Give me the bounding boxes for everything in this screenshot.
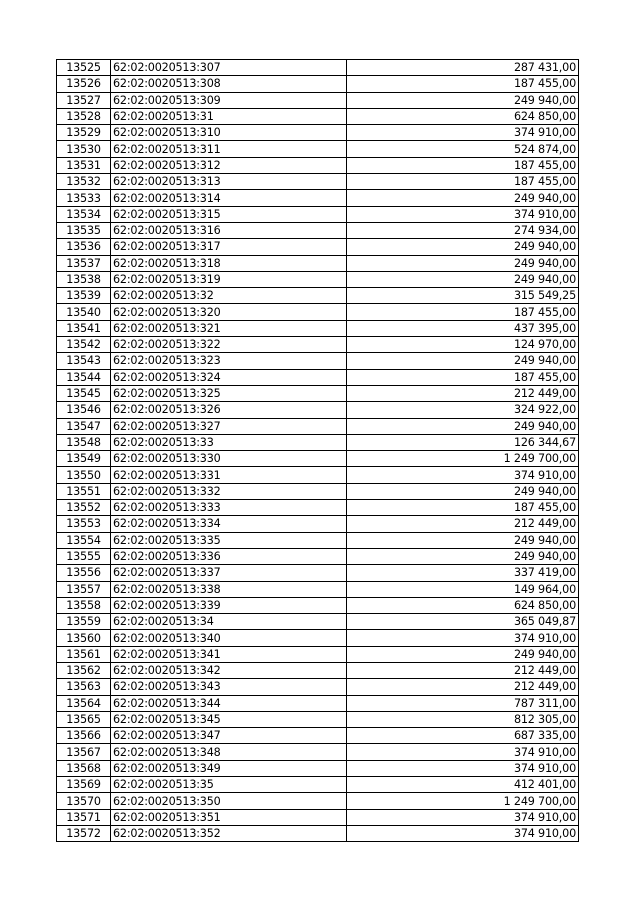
table-row: [57, 76, 579, 92]
cadastral-number-cell: 62:02:0020513:35: [111, 777, 347, 793]
row-number-cell: 13571: [57, 809, 111, 825]
cadastral-value-cell: 374 910,00: [347, 760, 579, 776]
cadastral-value-cell: 212 449,00: [347, 679, 579, 695]
cadastral-number-cell: 62:02:0020513:344: [111, 695, 347, 711]
cadastral-number-cell: 62:02:0020513:350: [111, 793, 347, 809]
table-row: [57, 255, 579, 271]
cadastral-value-cell: 126 344,67: [347, 434, 579, 450]
cadastral-number-cell: 62:02:0020513:343: [111, 679, 347, 695]
table-row: [57, 141, 579, 157]
row-number-cell: 13536: [57, 239, 111, 255]
table-row: [57, 369, 579, 385]
cadastral-value-cell: 212 449,00: [347, 385, 579, 401]
cadastral-number-cell: 62:02:0020513:319: [111, 271, 347, 287]
cadastral-number-cell: 62:02:0020513:345: [111, 711, 347, 727]
table-row: [57, 777, 579, 793]
table-row: [57, 125, 579, 141]
cadastral-value-cell: 187 455,00: [347, 76, 579, 92]
table-row: [57, 108, 579, 124]
cadastral-number-cell: 62:02:0020513:32: [111, 288, 347, 304]
cadastral-number-cell: 62:02:0020513:340: [111, 630, 347, 646]
cadastral-value-cell: 249 940,00: [347, 646, 579, 662]
cadastral-value-cell: 1 249 700,00: [347, 793, 579, 809]
cadastral-value-cell: 212 449,00: [347, 662, 579, 678]
table-row: [57, 288, 579, 304]
cadastral-value-cell: 624 850,00: [347, 597, 579, 613]
row-number-cell: 13531: [57, 157, 111, 173]
row-number-cell: 13546: [57, 402, 111, 418]
cadastral-value-cell: 187 455,00: [347, 369, 579, 385]
row-number-cell: 13550: [57, 467, 111, 483]
table-body: [57, 60, 579, 842]
cadastral-value-cell: 249 940,00: [347, 271, 579, 287]
cadastral-number-cell: 62:02:0020513:317: [111, 239, 347, 255]
cadastral-value-cell: 374 910,00: [347, 809, 579, 825]
cadastral-number-cell: 62:02:0020513:311: [111, 141, 347, 157]
cadastral-number-cell: 62:02:0020513:324: [111, 369, 347, 385]
cadastral-number-cell: 62:02:0020513:325: [111, 385, 347, 401]
table-row: [57, 646, 579, 662]
table-row: [57, 320, 579, 336]
table-row: [57, 190, 579, 206]
table-row: [57, 239, 579, 255]
table-row: [57, 206, 579, 222]
row-number-cell: 13538: [57, 271, 111, 287]
table-row: [57, 483, 579, 499]
row-number-cell: 13553: [57, 516, 111, 532]
cadastral-number-cell: 62:02:0020513:335: [111, 532, 347, 548]
row-number-cell: 13530: [57, 141, 111, 157]
cadastral-value-cell: 315 549,25: [347, 288, 579, 304]
table-row: [57, 744, 579, 760]
table-row: [57, 614, 579, 630]
cadastral-number-cell: 62:02:0020513:34: [111, 614, 347, 630]
cadastral-number-cell: 62:02:0020513:312: [111, 157, 347, 173]
table-row: [57, 92, 579, 108]
row-number-cell: 13541: [57, 320, 111, 336]
row-number-cell: 13529: [57, 125, 111, 141]
cadastral-value-cell: 412 401,00: [347, 777, 579, 793]
cadastral-number-cell: 62:02:0020513:338: [111, 581, 347, 597]
cadastral-value-cell: 787 311,00: [347, 695, 579, 711]
table-row: [57, 353, 579, 369]
cadastral-number-cell: 62:02:0020513:315: [111, 206, 347, 222]
row-number-cell: 13537: [57, 255, 111, 271]
table-row: [57, 434, 579, 450]
row-number-cell: 13551: [57, 483, 111, 499]
table-row: [57, 679, 579, 695]
row-number-cell: 13570: [57, 793, 111, 809]
cadastral-value-cell: 687 335,00: [347, 728, 579, 744]
cadastral-value-cell: 249 940,00: [347, 418, 579, 434]
row-number-cell: 13532: [57, 174, 111, 190]
row-number-cell: 13560: [57, 630, 111, 646]
row-number-cell: 13556: [57, 565, 111, 581]
cadastral-number-cell: 62:02:0020513:33: [111, 434, 347, 450]
table-row: [57, 451, 579, 467]
table-row: [57, 548, 579, 564]
table-row: [57, 565, 579, 581]
row-number-cell: 13554: [57, 532, 111, 548]
cadastral-value-cell: 249 940,00: [347, 548, 579, 564]
table-row: [57, 337, 579, 353]
table-row: [57, 695, 579, 711]
cadastral-value-cell: 1 249 700,00: [347, 451, 579, 467]
row-number-cell: 13544: [57, 369, 111, 385]
cadastral-number-cell: 62:02:0020513:341: [111, 646, 347, 662]
row-number-cell: 13566: [57, 728, 111, 744]
table-row: [57, 532, 579, 548]
table-row: [57, 630, 579, 646]
row-number-cell: 13559: [57, 614, 111, 630]
table-row: [57, 728, 579, 744]
cadastral-value-cell: 437 395,00: [347, 320, 579, 336]
row-number-cell: 13539: [57, 288, 111, 304]
table-row: [57, 157, 579, 173]
cadastral-value-cell: 249 940,00: [347, 353, 579, 369]
cadastral-number-cell: 62:02:0020513:342: [111, 662, 347, 678]
table-row: [57, 581, 579, 597]
cadastral-number-cell: 62:02:0020513:309: [111, 92, 347, 108]
cadastral-value-cell: 124 970,00: [347, 337, 579, 353]
cadastral-value-cell: 212 449,00: [347, 516, 579, 532]
cadastral-number-cell: 62:02:0020513:308: [111, 76, 347, 92]
table-row: [57, 500, 579, 516]
cadastral-value-cell: 374 910,00: [347, 206, 579, 222]
row-number-cell: 13533: [57, 190, 111, 206]
cadastral-number-cell: 62:02:0020513:307: [111, 60, 347, 76]
table-row: [57, 825, 579, 841]
cadastral-number-cell: 62:02:0020513:347: [111, 728, 347, 744]
cadastral-number-cell: 62:02:0020513:352: [111, 825, 347, 841]
row-number-cell: 13525: [57, 60, 111, 76]
cadastral-number-cell: 62:02:0020513:321: [111, 320, 347, 336]
table-row: [57, 222, 579, 238]
cadastral-number-cell: 62:02:0020513:330: [111, 451, 347, 467]
cadastral-value-cell: 374 910,00: [347, 467, 579, 483]
row-number-cell: 13547: [57, 418, 111, 434]
table-row: [57, 760, 579, 776]
table-row: [57, 662, 579, 678]
cadastral-value-cell: 274 934,00: [347, 222, 579, 238]
cadastral-value-cell: 374 910,00: [347, 744, 579, 760]
cadastral-number-cell: 62:02:0020513:331: [111, 467, 347, 483]
cadastral-value-cell: 149 964,00: [347, 581, 579, 597]
cadastral-value-cell: 187 455,00: [347, 157, 579, 173]
cadastral-value-cell: 187 455,00: [347, 500, 579, 516]
cadastral-number-cell: 62:02:0020513:316: [111, 222, 347, 238]
cadastral-value-cell: 624 850,00: [347, 108, 579, 124]
cadastral-value-cell: 249 940,00: [347, 190, 579, 206]
cadastral-number-cell: 62:02:0020513:337: [111, 565, 347, 581]
table-row: [57, 60, 579, 76]
row-number-cell: 13542: [57, 337, 111, 353]
row-number-cell: 13572: [57, 825, 111, 841]
cadastral-number-cell: 62:02:0020513:310: [111, 125, 347, 141]
cadastral-number-cell: 62:02:0020513:334: [111, 516, 347, 532]
cadastral-value-cell: 249 940,00: [347, 239, 579, 255]
row-number-cell: 13562: [57, 662, 111, 678]
cadastral-number-cell: 62:02:0020513:327: [111, 418, 347, 434]
cadastral-number-cell: 62:02:0020513:336: [111, 548, 347, 564]
table-row: [57, 418, 579, 434]
cadastral-number-cell: 62:02:0020513:314: [111, 190, 347, 206]
table-row: [57, 304, 579, 320]
table-row: [57, 711, 579, 727]
cadastral-number-cell: 62:02:0020513:326: [111, 402, 347, 418]
cadastral-value-cell: 249 940,00: [347, 532, 579, 548]
cadastral-value-cell: 374 910,00: [347, 630, 579, 646]
cadastral-number-cell: 62:02:0020513:333: [111, 500, 347, 516]
cadastral-number-cell: 62:02:0020513:320: [111, 304, 347, 320]
cadastral-number-cell: 62:02:0020513:323: [111, 353, 347, 369]
cadastral-value-cell: 287 431,00: [347, 60, 579, 76]
row-number-cell: 13552: [57, 500, 111, 516]
row-number-cell: 13567: [57, 744, 111, 760]
row-number-cell: 13527: [57, 92, 111, 108]
cadastral-number-cell: 62:02:0020513:31: [111, 108, 347, 124]
table-row: [57, 516, 579, 532]
row-number-cell: 13568: [57, 760, 111, 776]
table-row: [57, 174, 579, 190]
table-row: [57, 467, 579, 483]
cadastral-number-cell: 62:02:0020513:351: [111, 809, 347, 825]
cadastral-value-cell: 374 910,00: [347, 125, 579, 141]
cadastral-value-table: [56, 59, 579, 842]
cadastral-value-cell: 249 940,00: [347, 483, 579, 499]
cadastral-value-cell: 337 419,00: [347, 565, 579, 581]
table-row: [57, 385, 579, 401]
cadastral-value-cell: 374 910,00: [347, 825, 579, 841]
cadastral-number-cell: 62:02:0020513:313: [111, 174, 347, 190]
cadastral-value-cell: 187 455,00: [347, 174, 579, 190]
row-number-cell: 13534: [57, 206, 111, 222]
cadastral-number-cell: 62:02:0020513:349: [111, 760, 347, 776]
row-number-cell: 13557: [57, 581, 111, 597]
cadastral-number-cell: 62:02:0020513:322: [111, 337, 347, 353]
row-number-cell: 13543: [57, 353, 111, 369]
row-number-cell: 13548: [57, 434, 111, 450]
cadastral-number-cell: 62:02:0020513:348: [111, 744, 347, 760]
row-number-cell: 13528: [57, 108, 111, 124]
table-row: [57, 597, 579, 613]
table-row: [57, 793, 579, 809]
row-number-cell: 13555: [57, 548, 111, 564]
row-number-cell: 13535: [57, 222, 111, 238]
cadastral-value-cell: 365 049,87: [347, 614, 579, 630]
row-number-cell: 13545: [57, 385, 111, 401]
row-number-cell: 13564: [57, 695, 111, 711]
row-number-cell: 13526: [57, 76, 111, 92]
row-number-cell: 13561: [57, 646, 111, 662]
table-row: [57, 809, 579, 825]
cadastral-value-cell: 187 455,00: [347, 304, 579, 320]
row-number-cell: 13549: [57, 451, 111, 467]
cadastral-value-cell: 524 874,00: [347, 141, 579, 157]
cadastral-value-cell: 324 922,00: [347, 402, 579, 418]
cadastral-number-cell: 62:02:0020513:339: [111, 597, 347, 613]
cadastral-value-cell: 249 940,00: [347, 92, 579, 108]
row-number-cell: 13558: [57, 597, 111, 613]
cadastral-number-cell: 62:02:0020513:318: [111, 255, 347, 271]
cadastral-number-cell: 62:02:0020513:332: [111, 483, 347, 499]
row-number-cell: 13540: [57, 304, 111, 320]
table-row: [57, 271, 579, 287]
table-row: [57, 402, 579, 418]
cadastral-value-cell: 812 305,00: [347, 711, 579, 727]
cadastral-value-cell: 249 940,00: [347, 255, 579, 271]
row-number-cell: 13563: [57, 679, 111, 695]
row-number-cell: 13569: [57, 777, 111, 793]
row-number-cell: 13565: [57, 711, 111, 727]
